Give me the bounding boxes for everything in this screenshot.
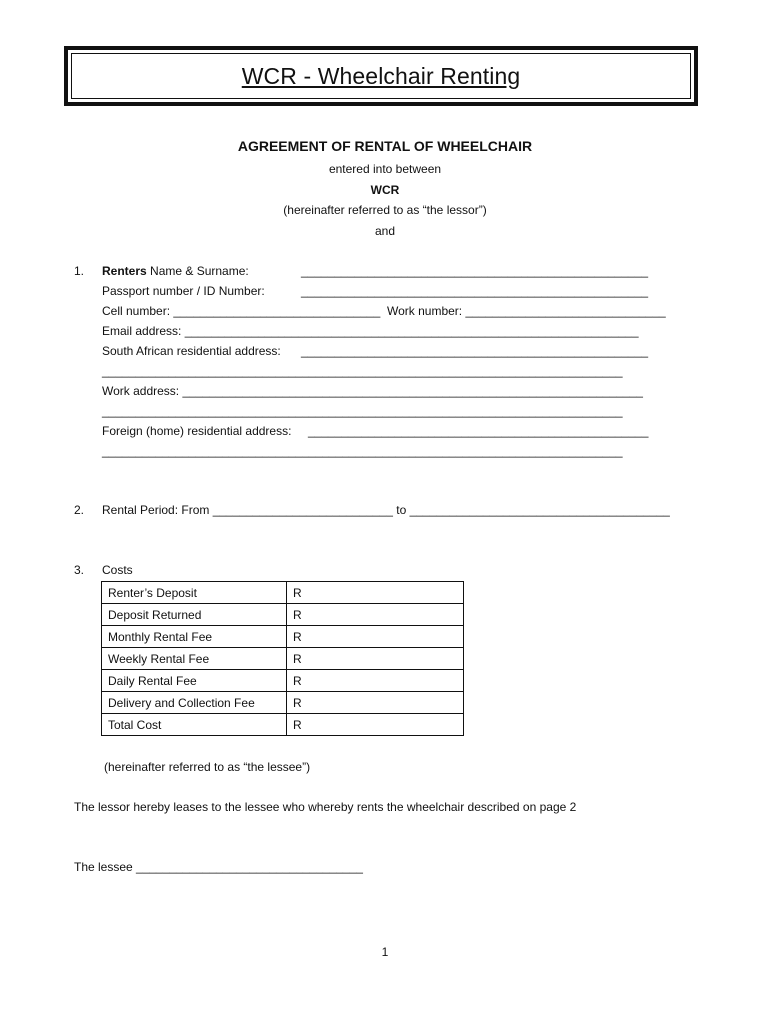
document-title: WCR - Wheelchair Renting	[241, 62, 521, 89]
lessor-name: WCR	[370, 183, 400, 197]
cost-label: Weekly Rental Fee	[102, 648, 287, 670]
section-1-number: 1.	[74, 264, 85, 278]
table-row	[102, 670, 464, 692]
renters-name-rest: Name & Surname:	[146, 264, 249, 278]
passport-label: Passport number / ID Number:	[102, 284, 265, 298]
title-inner-border	[71, 53, 691, 99]
costs-heading: Costs	[102, 563, 133, 577]
table-row	[102, 648, 464, 670]
cost-label: Renter’s Deposit	[102, 582, 287, 604]
agreement-heading: AGREEMENT OF RENTAL OF WHEELCHAIR	[237, 138, 533, 154]
cell-number-field[interactable]: Cell number: _______________________________	[102, 304, 381, 318]
sa-address-line-2[interactable]: ______________________________________________________________________________	[102, 364, 623, 378]
costs-table	[101, 581, 464, 736]
rental-period-field[interactable]: Rental Period: From ___________________________ to _______________________________________	[102, 503, 670, 517]
section-3-number: 3.	[74, 563, 85, 577]
cost-value-cell[interactable]: R	[287, 604, 464, 626]
table-row	[102, 582, 464, 604]
page-number: 1	[381, 945, 389, 959]
work-address-line-2[interactable]: ______________________________________________________________________________	[102, 404, 623, 418]
table-row	[102, 714, 464, 736]
cost-value-cell[interactable]: R	[287, 714, 464, 736]
lessee-reference: (hereinafter referred to as “the lessee”)	[104, 760, 311, 774]
foreign-address-line-2[interactable]: ______________________________________________________________________________	[102, 444, 623, 458]
section-2-number: 2.	[74, 503, 85, 517]
cost-label: Daily Rental Fee	[102, 670, 287, 692]
foreign-address-field[interactable]: ___________________________________________________	[308, 424, 649, 438]
intro-line-between: entered into between	[328, 162, 442, 176]
lessor-reference: (hereinafter referred to as “the lessor”)	[283, 203, 487, 217]
cost-value-cell[interactable]: R	[287, 626, 464, 648]
cost-label: Delivery and Collection Fee	[102, 692, 287, 714]
intro-and: and	[374, 224, 396, 238]
work-number-field[interactable]: Work number: ______________________________	[387, 304, 666, 318]
sa-address-label: South African residential address:	[102, 344, 281, 358]
renters-name-label	[102, 264, 249, 278]
foreign-address-label: Foreign (home) residential address:	[102, 424, 292, 438]
lease-statement: The lessor hereby leases to the lessee who whereby rents the wheelchair described on page 2	[74, 800, 577, 814]
renters-name-field[interactable]: ____________________________________________________	[301, 264, 649, 278]
cost-label: Deposit Returned	[102, 604, 287, 626]
table-row	[102, 692, 464, 714]
lessee-signature-field[interactable]: The lessee __________________________________	[74, 860, 363, 874]
renters-bold: Renters	[102, 264, 147, 278]
cost-value-cell[interactable]: R	[287, 692, 464, 714]
cost-label: Monthly Rental Fee	[102, 626, 287, 648]
work-address-field[interactable]: Work address: _____________________________________________________________________	[102, 384, 643, 398]
sa-address-field[interactable]: ____________________________________________________	[301, 344, 649, 358]
cost-label: Total Cost	[102, 714, 287, 736]
cost-value-cell[interactable]: R	[287, 670, 464, 692]
table-row	[102, 604, 464, 626]
title-box	[64, 46, 698, 106]
cost-value-cell[interactable]: R	[287, 582, 464, 604]
cost-value-cell[interactable]: R	[287, 648, 464, 670]
table-row	[102, 626, 464, 648]
passport-field[interactable]: ____________________________________________________	[301, 284, 649, 298]
email-field[interactable]: Email address: ____________________________________________________________________	[102, 324, 639, 338]
